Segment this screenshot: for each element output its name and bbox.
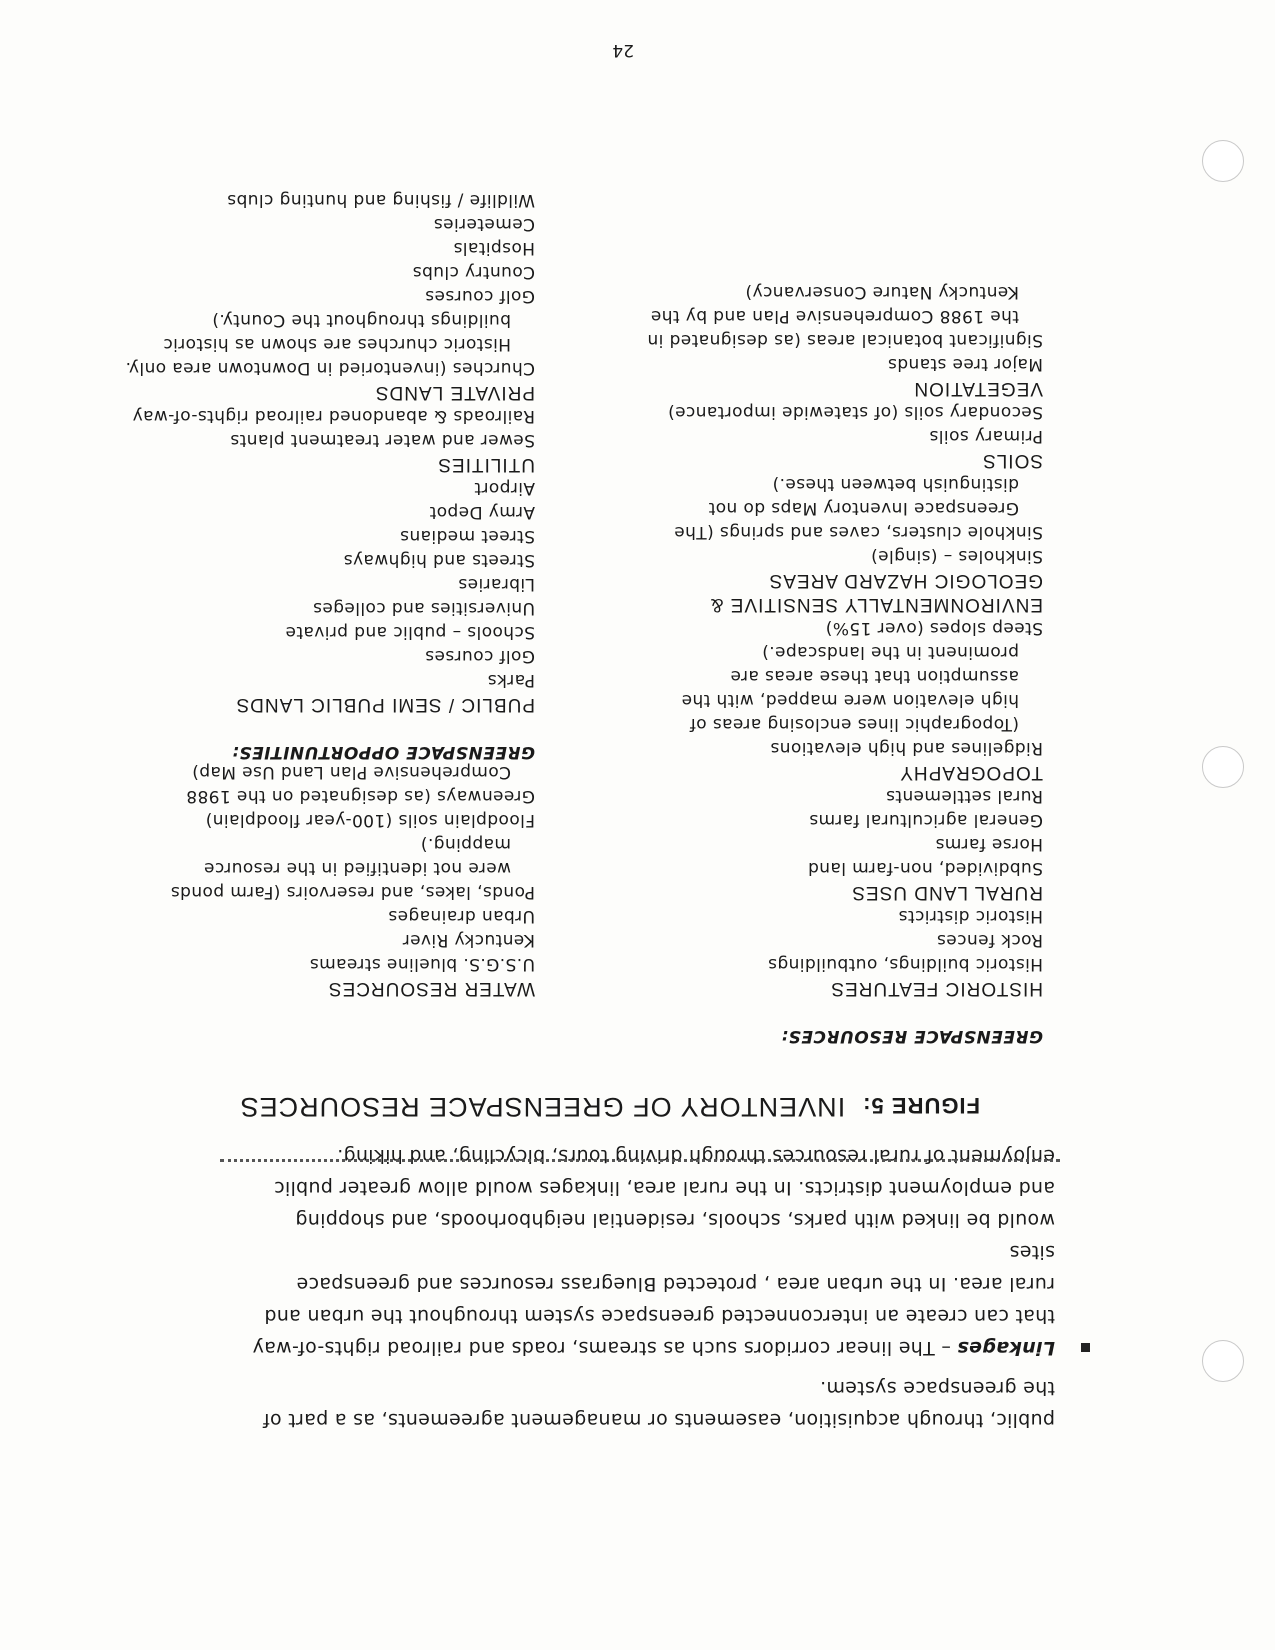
section-title: GREENSPACE OPPORTUNITIES:	[231, 742, 535, 762]
list-item: Major tree stands	[887, 354, 1043, 374]
category-heading: RURAL LAND USES	[851, 882, 1043, 903]
linkages-line: rural area. In the urban area , protected Bluegrass resources and greenspace sites	[296, 1241, 1055, 1295]
category-heading: WATER RESOURCES	[327, 978, 535, 999]
list-item: General agricultural farms	[808, 810, 1043, 830]
list-item: Floodplain soils (100-year floodplain)	[205, 810, 535, 830]
intro-line: the greenspace system.	[819, 1377, 1055, 1399]
linkages-line: would be linked with parks, schools, residential neighborhoods, and shopping	[295, 1209, 1055, 1231]
opportunities-column	[75, 188, 535, 764]
figure-title-text: INVENTORY OF GREENSPACE RESOURCES	[239, 1092, 846, 1122]
list-item: high elevation were mapped, with the	[681, 690, 1019, 710]
list-item: distinguish between these.)	[772, 474, 1019, 494]
list-item: Golf courses	[424, 286, 535, 306]
category-heading: PRIVATE LANDS	[374, 382, 535, 403]
list-item: Secondary soils (of statewide importance)	[667, 402, 1043, 422]
list-item: were not identified in the resource	[203, 858, 511, 878]
list-item: Street medians	[399, 526, 535, 546]
list-item: Comprehensive Plan Land Use Map)	[191, 762, 511, 782]
list-item: the 1988 Comprehensive Plan and by the	[650, 306, 1019, 326]
list-item: Parks	[487, 670, 535, 690]
category-heading: SOILS	[982, 450, 1043, 471]
category-heading: UTILITIES	[437, 454, 535, 475]
page-number: 24	[612, 40, 634, 60]
intro-line: public, through acquisition, easements or management agreements, as a part of	[262, 1409, 1055, 1431]
linkages-line: that can create an interconnected greenspace system throughout the urban and	[264, 1305, 1055, 1327]
section-title: GREENSPACE RESOURCES:	[780, 1026, 1043, 1046]
dotted-divider	[220, 1159, 1060, 1162]
list-item: Army Depot	[429, 502, 535, 522]
list-item: Horse farms	[935, 834, 1043, 854]
list-item: Railroads & abandoned railroad rights-of-way	[132, 406, 535, 426]
punch-hole	[1202, 1340, 1244, 1382]
category-heading: TOPOGRAPHY	[899, 762, 1043, 783]
list-item: Hospitals	[453, 238, 535, 258]
list-item: Cemeteries	[433, 214, 535, 234]
list-item: Steep slopes (over 15%)	[825, 618, 1043, 638]
list-item: Subdivided, non-farm land	[807, 858, 1043, 878]
list-item: Historic districts	[898, 906, 1043, 926]
figure-title	[240, 1091, 980, 1122]
list-item: Libraries	[457, 574, 535, 594]
list-item: Rock fences	[936, 930, 1043, 950]
linkages-line: enjoyment of rural resources through driving tours, bicycling, and hiking.	[336, 1145, 1055, 1167]
list-item: Streets and highways	[343, 550, 535, 570]
list-item: Sewer and water treatment plants	[230, 430, 535, 450]
list-item: Historic buildings, outbuildings	[767, 954, 1043, 974]
linkages-line: and employment districts. In the rural area, linkages would allow greater public	[273, 1177, 1055, 1199]
list-item: Universities and colleges	[312, 598, 535, 618]
list-item: mapping.)	[420, 834, 511, 854]
list-item: Rural settlements	[885, 786, 1043, 806]
list-item: Country clubs	[412, 262, 535, 282]
list-item: buildings throughout the County.)	[211, 310, 511, 330]
list-item: Schools – public and private	[285, 622, 535, 642]
list-item: (Topographic lines enclosing areas of	[689, 714, 1019, 734]
category-heading: ENVIRONMENTALLY SENSITIVE &	[709, 594, 1043, 615]
category-heading: GEOLOGIC HAZARD AREAS	[768, 570, 1043, 591]
bullet-square	[1081, 1343, 1090, 1352]
list-item: Kentucky Nature Conservancy)	[745, 282, 1019, 302]
linkages-line	[245, 1332, 1055, 1364]
linkages-label: Linkages	[957, 1337, 1055, 1359]
category-heading: VEGETATION	[913, 378, 1043, 399]
list-item: Ridgelines and high elevations	[770, 738, 1043, 758]
resources-right-column	[115, 760, 535, 1000]
intro-paragraph	[245, 1372, 1055, 1436]
list-item: Significant botanical areas (as designated in	[647, 330, 1043, 350]
punch-hole	[1202, 140, 1244, 182]
linkages-paragraph	[245, 1140, 1055, 1364]
list-item: prominent in the landscape.)	[761, 642, 1019, 662]
list-item: Sinkholes – (single)	[870, 546, 1043, 566]
category-heading: PUBLIC / SEMI PUBLIC LANDS	[235, 694, 535, 715]
list-item: Airport	[474, 478, 535, 498]
list-item: Primary soils	[929, 426, 1043, 446]
list-item: U.S.G.S. blueline streams	[309, 954, 535, 974]
list-item: Wildlife / fishing and hunting clubs	[226, 190, 535, 210]
resources-left-column	[623, 280, 1043, 1048]
list-item: Greenspace Inventory Maps do not	[708, 498, 1019, 518]
list-item: assumption that these areas are	[730, 666, 1019, 686]
list-item: Historic churches are shown as historic	[162, 334, 511, 354]
figure-label: FIGURE 5:	[862, 1093, 980, 1118]
list-item: Churches (inventoried in Downtown area only.	[125, 358, 535, 378]
punch-hole	[1202, 746, 1244, 788]
list-item: Golf courses	[424, 646, 535, 666]
linkages-line-text: – The linear corridors such as streams, roads and railroad rights-of-way	[252, 1337, 958, 1359]
list-item: Kentucky River	[402, 930, 535, 950]
category-heading: HISTORIC FEATURES	[830, 978, 1043, 999]
list-item: Ponds, lakes, and reservoirs (Farm ponds	[170, 882, 535, 902]
list-item: Sinkhole clusters, caves and springs (The	[673, 522, 1043, 542]
list-item: Urban drainages	[387, 906, 535, 926]
list-item: Greenways (as designated on the 1988	[185, 786, 535, 806]
